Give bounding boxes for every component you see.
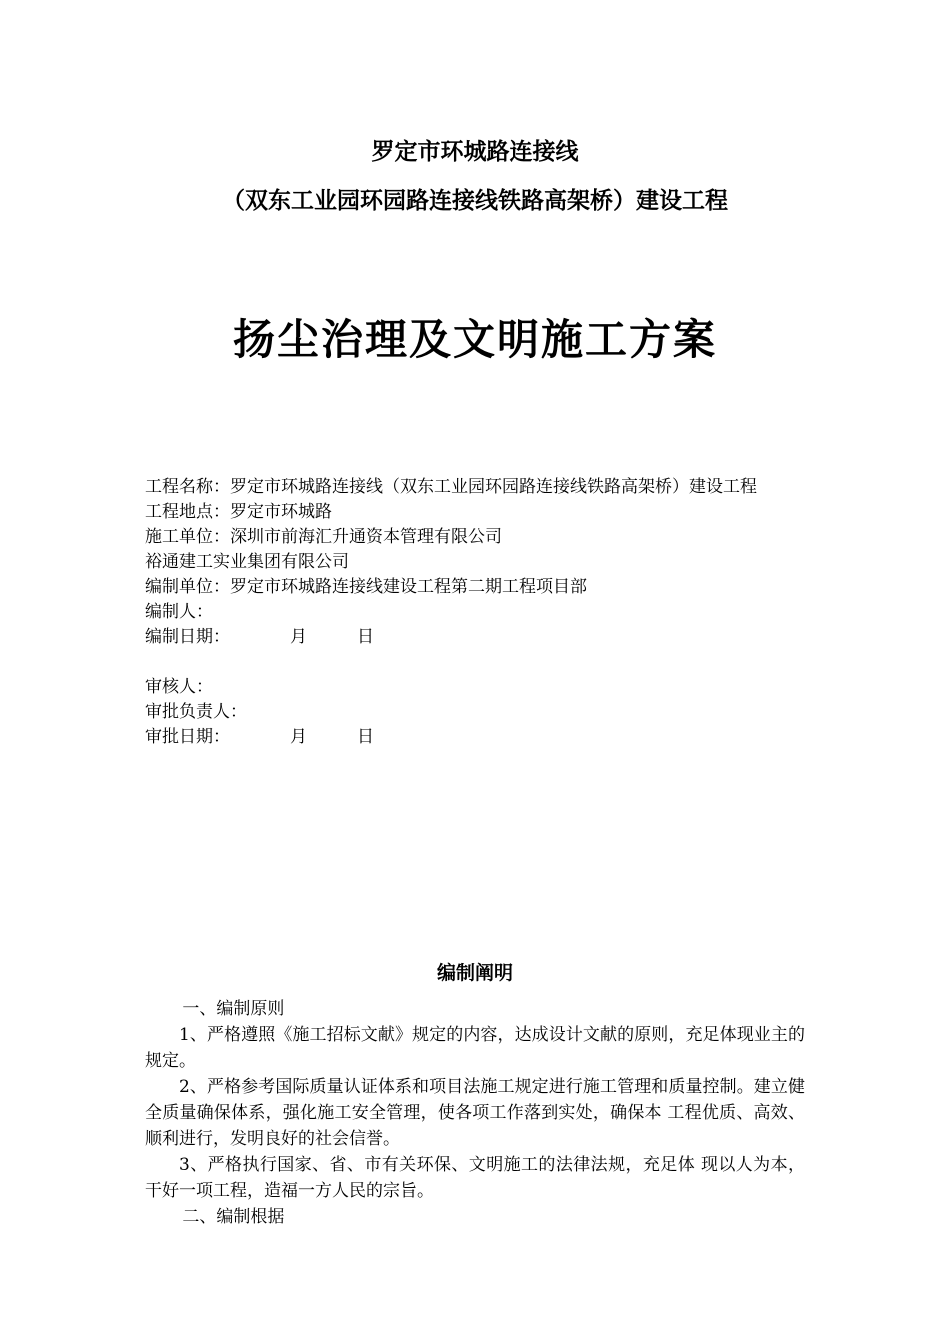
- approve-date-label: 审批日期：: [145, 727, 230, 747]
- approve-date: [145, 725, 810, 750]
- approver: 审批负责人：: [145, 702, 247, 722]
- compile-date-day: 日: [357, 627, 374, 647]
- main-title: 扬尘治理及文明施工方案: [232, 315, 717, 364]
- cover-title-line2: （双东工业园环园路连接线铁路高架桥）建设工程: [222, 187, 728, 214]
- project-site: 工程地点：罗定市环城路: [145, 502, 332, 522]
- approve-date-month: 月: [290, 727, 307, 747]
- section-heading-1: 一、编制原则: [182, 999, 285, 1019]
- construction-unit: 施工单位：深圳市前海汇升通资本管理有限公司: [145, 527, 502, 547]
- explanation-body: [145, 996, 805, 1230]
- principle-item-1: 1、严格遵照《施工招标文献》规定的内容，达成设计文献的原则，充足体现业主的规定。: [145, 1025, 805, 1071]
- project-info-block: [145, 475, 810, 750]
- compile-date-month: 月: [290, 627, 307, 647]
- compiler: 编制人：: [145, 602, 213, 622]
- compile-date: [145, 625, 810, 650]
- compile-date-label: 编制日期：: [145, 627, 230, 647]
- reviewer: 审核人：: [145, 677, 213, 697]
- explanation-title: 编制阐明: [436, 962, 513, 984]
- cover-title-line1: 罗定市环城路连接线: [371, 138, 579, 165]
- project-name: 工程名称：罗定市环城路连接线（双东工业园环园路连接线铁路高架桥）建设工程: [145, 477, 757, 497]
- principle-item-2: 2、严格参考国际质量认证体系和项目法施工规定进行施工管理和质量控制。建立健全质量确保体系，强化施工安全管理，使各项工作落到实处，确保本 工程优质、高效、顺利进行，发明良好的社会信誉。: [145, 1077, 805, 1149]
- section-heading-2: 二、编制根据: [182, 1207, 285, 1227]
- principle-item-3: 3、严格执行国家、省、市有关环保、文明施工的法律法规，充足体 现以人为本，干好一项工程，造福一方人民的宗旨。: [145, 1155, 805, 1201]
- construction-unit-2: 裕通建工实业集团有限公司: [145, 552, 349, 572]
- compile-unit: 编制单位：罗定市环城路连接线建设工程第二期工程项目部: [145, 577, 587, 597]
- approve-date-day: 日: [357, 727, 374, 747]
